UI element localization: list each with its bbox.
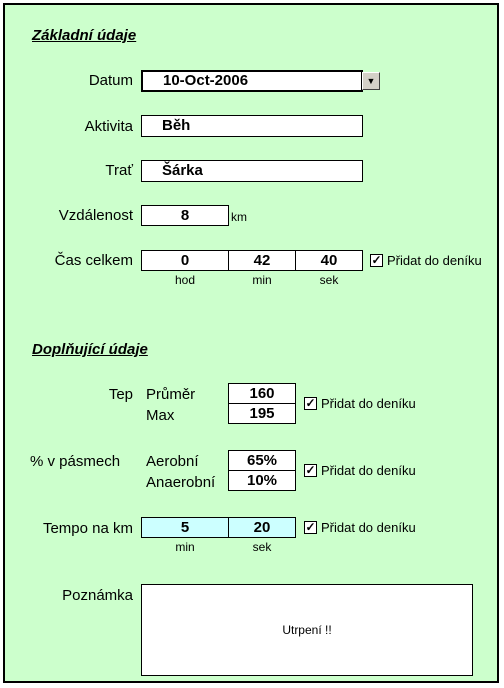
pace-add-checkbox[interactable]: [304, 521, 317, 534]
time-seconds-unit: sek: [319, 273, 339, 287]
zones-add-checkbox[interactable]: [304, 464, 317, 477]
track-label: Trať: [105, 162, 133, 179]
note-textarea[interactable]: [141, 584, 473, 676]
hr-avg-label: Průměr: [146, 386, 196, 403]
hr-max-label: Max: [146, 407, 175, 424]
zones-aerobic-label: Aerobní: [146, 453, 199, 470]
zones-label: % v pásmech: [30, 453, 121, 470]
date-dropdown[interactable]: 10-Oct-2006: [141, 70, 363, 92]
track-field[interactable]: Šárka: [141, 160, 363, 182]
hr-max-field[interactable]: 195: [228, 403, 296, 424]
activity-label: Aktivita: [84, 118, 133, 135]
pace-label: Tempo na km: [42, 520, 133, 537]
zones-aerobic-field[interactable]: 65%: [228, 450, 296, 471]
section-title-extra: Doplňující údaje: [32, 341, 148, 358]
time-hours-field[interactable]: 0: [141, 250, 229, 271]
time-add-label: Přidat do deníku: [387, 253, 482, 268]
distance-unit: km: [231, 210, 247, 224]
activity-field[interactable]: Běh: [141, 115, 363, 137]
total-time-label: Čas celkem: [54, 252, 133, 269]
checkmark-icon: ✓: [371, 253, 382, 267]
checkmark-icon: ✓: [305, 520, 316, 534]
hr-add-checkbox[interactable]: [304, 397, 317, 410]
time-add-checkbox[interactable]: [370, 254, 383, 267]
checkmark-icon: ✓: [305, 463, 316, 477]
form-panel: [3, 3, 499, 683]
checkmark-icon: ✓: [305, 396, 316, 410]
zones-anaerobic-label: Anaerobní: [146, 474, 216, 491]
time-hours-unit: hod: [174, 273, 196, 287]
note-label: Poznámka: [62, 587, 133, 604]
time-seconds-field[interactable]: 40: [295, 250, 363, 271]
section-title-basic: Základní údaje: [32, 27, 137, 44]
hr-avg-field[interactable]: 160: [228, 383, 296, 404]
pace-minutes-field[interactable]: 5: [141, 517, 229, 538]
pace-add-label: Přidat do deníku: [321, 520, 416, 535]
pace-minutes-unit: min: [175, 540, 195, 554]
pace-seconds-field[interactable]: 20: [228, 517, 296, 538]
date-label: Datum: [88, 72, 133, 89]
zones-add-label: Přidat do deníku: [321, 463, 416, 478]
distance-label: Vzdálenost: [58, 207, 133, 224]
note-text: Utrpení !!: [282, 623, 332, 637]
distance-field[interactable]: 8: [141, 205, 229, 226]
time-minutes-unit: min: [252, 273, 272, 287]
time-minutes-field[interactable]: 42: [228, 250, 296, 271]
chevron-down-icon[interactable]: ▼: [362, 72, 380, 90]
hr-label: Tep: [108, 386, 133, 403]
hr-add-label: Přidat do deníku: [321, 396, 416, 411]
pace-seconds-unit: sek: [252, 540, 272, 554]
zones-anaerobic-field[interactable]: 10%: [228, 470, 296, 491]
